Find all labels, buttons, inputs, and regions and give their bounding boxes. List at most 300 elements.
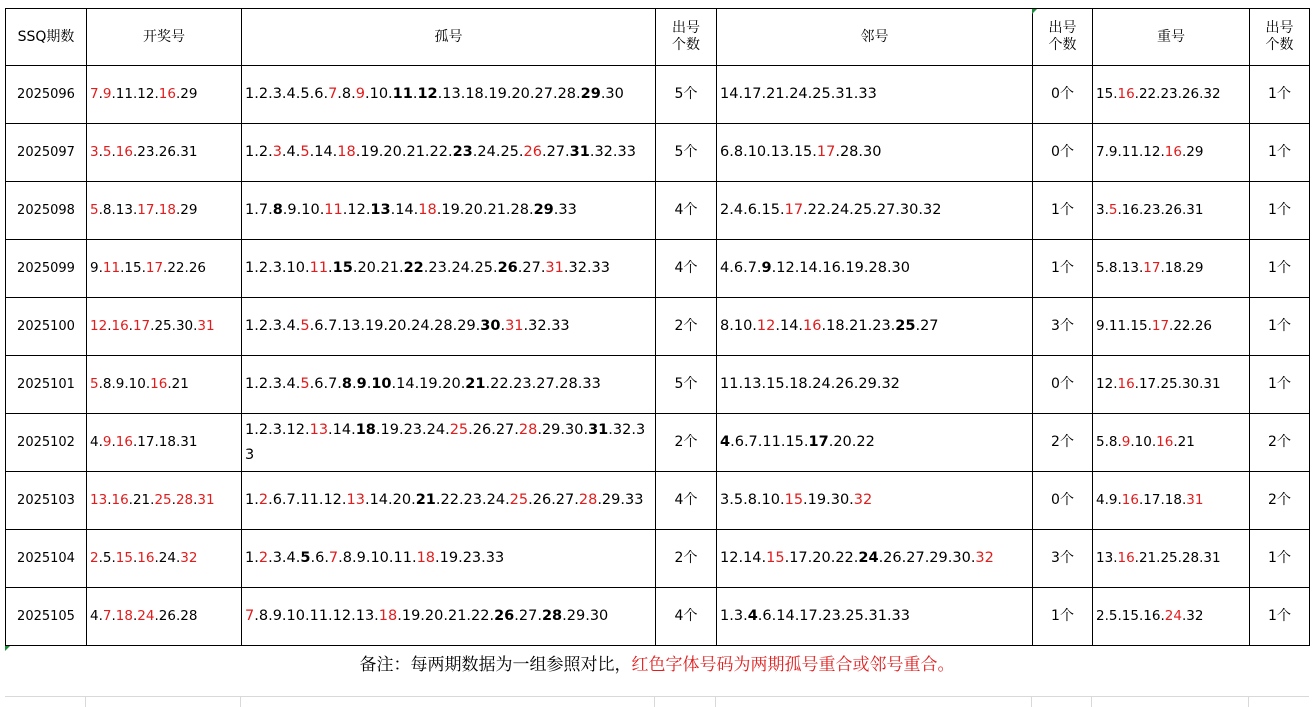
number: 1 (245, 318, 255, 334)
number: 32 (594, 144, 613, 160)
repeat-count-cell[interactable]: 1个 (1250, 240, 1310, 298)
neighbor-count-cell[interactable]: 3个 (1033, 530, 1093, 588)
neighbor-numbers-cell[interactable]: 14.17.21.24.25.31.33 (717, 66, 1033, 124)
lone-count-cell[interactable]: 2个 (656, 298, 717, 356)
number: 13 (442, 86, 461, 102)
number: 19 (441, 202, 460, 218)
period-cell[interactable]: 2025101 (6, 356, 87, 414)
note-black: 备注：每两期数据为一组参照对比， (359, 655, 632, 675)
number: 31 (868, 608, 887, 624)
repeat-count-cell[interactable]: 1个 (1250, 530, 1310, 588)
number: 5 (300, 318, 310, 334)
number: 3 (1096, 202, 1105, 218)
repeat-numbers-cell[interactable]: 5.8.13.17.18.29 (1093, 240, 1250, 298)
number: 29 (180, 86, 198, 102)
table-row (6, 588, 1310, 646)
number: 27 (555, 492, 575, 508)
number: 23 (452, 144, 473, 160)
number: 10 (1134, 434, 1152, 450)
number: 29 (566, 608, 586, 624)
number: 5 (300, 550, 311, 566)
number: 33 (858, 86, 877, 102)
lone-count-cell[interactable]: 4个 (656, 182, 717, 240)
lone-count-cell[interactable]: 4个 (656, 472, 717, 530)
number: 15 (793, 144, 813, 160)
number: 7 (328, 318, 338, 334)
number: 6 (272, 492, 282, 508)
number: 9 (102, 434, 112, 450)
number: 16 (822, 260, 841, 276)
neighbor-count-cell[interactable]: 1个 (1033, 182, 1093, 240)
number: 8 (733, 144, 744, 160)
repeat-count-cell[interactable]: 1个 (1250, 356, 1310, 414)
number: 21 (1138, 550, 1157, 566)
note-red: 红色字体号码为两期孤号重合或邻号重合。 (631, 655, 955, 675)
neighbor-count-cell[interactable]: 0个 (1033, 356, 1093, 414)
number: 24 (812, 376, 831, 392)
number: 22 (1173, 318, 1191, 334)
repeat-numbers-cell[interactable]: 13.16.21.25.28.31 (1093, 530, 1250, 588)
table-body (6, 66, 1310, 646)
number: 20 (833, 434, 852, 450)
number: 33 (591, 260, 610, 276)
number: 16 (1164, 144, 1182, 160)
repeat-count-cell[interactable]: 1个 (1250, 124, 1310, 182)
number: 10 (369, 86, 389, 102)
draw-numbers-cell[interactable]: 9.11.15.17.22.26 (87, 240, 242, 298)
number: 31 (197, 318, 215, 334)
number: 9 (115, 376, 125, 392)
number: 18 (158, 202, 176, 218)
number: 4 (286, 550, 296, 566)
number: 5 (102, 144, 112, 160)
table-row (6, 66, 1310, 124)
number: 18 (418, 202, 437, 218)
lone-numbers-cell[interactable]: 7.8.9.10.11.12.13.18.19.20.21.22.26.27.28.29.30 (242, 588, 656, 646)
header-lone-count[interactable] (656, 9, 717, 66)
draw-numbers-cell[interactable]: 4.7.18.24.26.28 (87, 588, 242, 646)
number: 8 (747, 492, 757, 508)
number: 18 (158, 434, 176, 450)
number: 9 (1096, 318, 1105, 334)
number: 1 (245, 260, 255, 276)
number: 30 (891, 260, 910, 276)
number: 14 (743, 550, 762, 566)
number: 30 (605, 86, 624, 102)
number: 32 (180, 550, 198, 566)
number: 27 (920, 318, 939, 334)
number: 17 (1138, 376, 1157, 392)
number: 24 (411, 318, 430, 334)
number: 10 (761, 492, 780, 508)
neighbor-numbers-cell[interactable]: 4.6.7.9.12.14.16.19.28.30 (717, 240, 1033, 298)
neighbor-count-cell[interactable]: 0个 (1033, 124, 1093, 182)
number: 21 (447, 608, 467, 624)
number: 23 (1143, 202, 1161, 218)
number: 15 (1096, 86, 1114, 102)
repeat-numbers-cell[interactable]: 5.8.9.10.16.21 (1093, 414, 1250, 472)
number: 30 (565, 421, 584, 438)
number: 5 (90, 202, 99, 218)
number: 27 (518, 608, 538, 624)
number: 30 (589, 608, 609, 624)
number: 22 (167, 260, 185, 276)
number: 3 (272, 144, 282, 160)
table-row (6, 182, 1310, 240)
neighbor-numbers-cell[interactable]: 4.6.7.11.15.17.20.22 (717, 414, 1033, 472)
lone-numbers-cell[interactable]: 1.2.3.12.13.14.18.19.23.24.25.26.27.28.29.30.31.32.33 (242, 414, 656, 472)
number: 16 (803, 318, 822, 334)
number: 15 (1130, 318, 1148, 334)
header-draw[interactable]: 开奖号 (87, 9, 242, 66)
lone-numbers-cell[interactable]: 1.2.3.4.5.6.7.8.9.10.14.19.20.21.22.23.27.28.33 (242, 356, 656, 414)
number: 17 (799, 608, 818, 624)
note-row[interactable] (5, 646, 1309, 697)
number: 22 (471, 608, 490, 624)
number: 32 (1186, 608, 1204, 624)
lone-count-cell[interactable]: 5个 (656, 124, 717, 182)
number: 33 (558, 202, 577, 218)
number: 19 (488, 86, 507, 102)
number: 24 (477, 144, 496, 160)
lone-numbers-cell[interactable]: 1.2.3.4.5.14.18.19.20.21.22.23.24.25.26.27.31.32.33 (242, 124, 656, 182)
number: 18 (826, 318, 845, 334)
number: 13 (355, 608, 375, 624)
number: 28 (175, 492, 194, 508)
number: 23 (872, 318, 891, 334)
neighbor-numbers-cell[interactable]: 8.10.12.14.16.18.21.23.25.27 (717, 298, 1033, 356)
period-cell[interactable]: 2025103 (6, 472, 87, 530)
neighbor-count-cell[interactable]: 1个 (1033, 588, 1093, 646)
header-neighbor-count-label: 出号个数 (1048, 20, 1077, 53)
repeat-count-cell[interactable]: 1个 (1250, 182, 1310, 240)
neighbor-count-cell[interactable]: 3个 (1033, 298, 1093, 356)
table-row (6, 530, 1310, 588)
number: 1 (245, 144, 255, 160)
number: 25 (509, 492, 529, 508)
number: 15 (1121, 608, 1139, 624)
number: 32 (853, 492, 873, 508)
number: 22 (835, 550, 854, 566)
repeat-numbers-cell[interactable]: 3.5.16.23.26.31 (1093, 182, 1250, 240)
number: 15 (784, 492, 804, 508)
number: 13 (309, 421, 329, 438)
number: 29 (533, 202, 554, 218)
number: 9 (90, 260, 99, 276)
number: 26 (494, 608, 515, 624)
number: 21 (406, 144, 425, 160)
number: 3 (90, 144, 99, 160)
lone-numbers-cell[interactable]: 1.2.3.4.5.6.7.13.19.20.24.28.29.30.31.32.33 (242, 298, 656, 356)
number: 14 (720, 86, 739, 102)
number: 25 (1160, 376, 1178, 392)
number: 26 (1181, 86, 1200, 102)
number: 17 (137, 434, 155, 450)
number: 5 (300, 144, 310, 160)
number: 16 (1121, 202, 1139, 218)
header-lone-count-label: 出号个数 (672, 20, 700, 53)
number: 30 (480, 318, 501, 334)
number: 25 (895, 318, 916, 334)
number: 25 (853, 202, 873, 218)
neighbor-count-cell[interactable]: 0个 (1033, 472, 1093, 530)
number: 4 (747, 608, 758, 624)
number: 31 (505, 318, 524, 334)
number: 16 (115, 434, 133, 450)
lone-count-cell[interactable]: 2个 (656, 530, 717, 588)
number: 28 (559, 376, 578, 392)
number: 22 (403, 260, 424, 276)
draw-numbers-cell[interactable]: 5.8.9.10.16.21 (87, 356, 242, 414)
number: 3 (272, 421, 282, 438)
number: 6 (314, 376, 324, 392)
grid-line (1091, 696, 1092, 707)
lottery-table (5, 8, 1310, 646)
header-row (6, 9, 1310, 66)
number: 29 (541, 421, 561, 438)
table-row (6, 240, 1310, 298)
number: 12 (756, 318, 776, 334)
number: 18 (1164, 260, 1182, 276)
repeat-count-cell[interactable]: 1个 (1250, 66, 1310, 124)
lone-numbers-cell[interactable]: 1.2.3.10.11.15.20.21.22.23.24.25.26.27.31.32.33 (242, 240, 656, 298)
repeat-count-cell[interactable]: 2个 (1250, 472, 1310, 530)
repeat-numbers-cell[interactable]: 7.9.11.12.16.29 (1093, 124, 1250, 182)
number: 3 (733, 608, 744, 624)
number: 22 (807, 202, 827, 218)
header-neighbor[interactable]: 邻号 (717, 9, 1033, 66)
lone-count-cell[interactable]: 5个 (656, 356, 717, 414)
number: 22 (440, 492, 459, 508)
number: 22 (429, 144, 448, 160)
period-cell[interactable]: 2025096 (6, 66, 87, 124)
period-cell[interactable]: 2025097 (6, 124, 87, 182)
header-period[interactable]: SSQ期数 (6, 9, 87, 66)
number: 4 (720, 260, 730, 276)
number: 5 (300, 376, 310, 392)
number: 29 (601, 492, 621, 508)
repeat-numbers-cell[interactable]: 9.11.15.17.22.26 (1093, 298, 1250, 356)
table-row (6, 472, 1310, 530)
neighbor-count-cell[interactable]: 1个 (1033, 240, 1093, 298)
number: 16 (1156, 434, 1174, 450)
repeat-numbers-cell[interactable]: 4.9.16.17.18.31 (1093, 472, 1250, 530)
number: 18 (1164, 492, 1182, 508)
number: 24 (830, 202, 850, 218)
number: 5 (1108, 608, 1118, 624)
number: 27 (522, 260, 541, 276)
number: 1 (245, 550, 255, 566)
neighbor-numbers-cell[interactable]: 11.13.15.18.24.26.29.32 (717, 356, 1033, 414)
number: 17 (816, 144, 836, 160)
neighbor-count-cell[interactable]: 2个 (1033, 414, 1093, 472)
number: 2 (258, 144, 269, 160)
neighbor-numbers-cell[interactable]: 2.4.6.15.17.22.24.25.27.30.32 (717, 182, 1033, 240)
number: 33 (582, 376, 601, 392)
number: 23 (1160, 86, 1178, 102)
draw-numbers-cell[interactable]: 13.16.21.25.28.31 (87, 472, 242, 530)
number: 29 (929, 550, 948, 566)
number: 8 (341, 376, 352, 392)
lone-count-cell[interactable]: 4个 (656, 240, 717, 298)
number: 15 (766, 550, 785, 566)
number: 13 (743, 376, 762, 392)
number: 32 (881, 376, 900, 392)
repeat-numbers-cell[interactable]: 2.5.15.16.24.32 (1093, 588, 1250, 646)
number: 19 (439, 550, 459, 566)
number: 20 (424, 608, 444, 624)
header-repeat[interactable]: 重号 (1093, 9, 1250, 66)
number: 5 (1096, 260, 1105, 276)
neighbor-numbers-cell[interactable]: 6.8.10.13.15.17.28.30 (717, 124, 1033, 182)
number: 17 (789, 550, 808, 566)
header-lone[interactable]: 孤号 (242, 9, 656, 66)
neighbor-numbers-cell[interactable]: 1.3.4.6.14.17.23.25.31.33 (717, 588, 1033, 646)
period-cell[interactable]: 2025100 (6, 298, 87, 356)
number: 24 (789, 86, 808, 102)
number: 8 (1108, 260, 1118, 276)
number: 20 (383, 144, 402, 160)
repeat-count-cell[interactable]: 2个 (1250, 414, 1310, 472)
number: 4 (286, 376, 296, 392)
number: 20 (464, 202, 483, 218)
number: 4 (286, 86, 296, 102)
header-neighbor-count[interactable] (1033, 9, 1093, 66)
number: 14 (799, 260, 818, 276)
number: 24 (451, 260, 470, 276)
grid-line (715, 696, 716, 707)
draw-numbers-cell[interactable]: 5.8.13.17.18.29 (87, 182, 242, 240)
table-row (6, 298, 1310, 356)
number: 24 (1164, 608, 1182, 624)
number: 12 (332, 608, 352, 624)
draw-numbers-cell[interactable]: 3.5.16.23.26.31 (87, 124, 242, 182)
number: 16 (1143, 608, 1161, 624)
repeat-numbers-cell[interactable]: 15.16.22.23.26.32 (1093, 66, 1250, 124)
number: 6 (733, 260, 744, 276)
repeat-numbers-cell[interactable]: 12.16.17.25.30.31 (1093, 356, 1250, 414)
period-cell[interactable]: 2025098 (6, 182, 87, 240)
number: 27 (536, 376, 555, 392)
number: 14 (779, 318, 799, 334)
draw-numbers-cell[interactable]: 4.9.16.17.18.31 (87, 414, 242, 472)
number: 11 (300, 492, 319, 508)
number: 11 (324, 202, 343, 218)
number: 20 (388, 318, 407, 334)
period-cell[interactable]: 2025105 (6, 588, 87, 646)
number: 8 (258, 608, 269, 624)
number: 18 (378, 608, 398, 624)
lone-numbers-cell[interactable]: 1.2.6.7.11.12.13.14.20.21.22.23.24.25.26.27.28.29.33 (242, 472, 656, 530)
number: 29 (858, 376, 877, 392)
number: 12 (323, 492, 342, 508)
number: 16 (1117, 376, 1135, 392)
number: 31 (1203, 550, 1221, 566)
number: 5 (300, 86, 310, 102)
number: 22 (856, 434, 875, 450)
period-cell[interactable]: 2025102 (6, 414, 87, 472)
number: 25 (845, 608, 864, 624)
header-repeat-count[interactable] (1250, 9, 1310, 66)
grid-line (85, 696, 86, 707)
number: 7 (90, 86, 99, 102)
lone-numbers-cell[interactable]: 1.2.3.4.5.6.7.8.9.10.11.12.13.18.19.20.27.28.29.30 (242, 66, 656, 124)
number: 31 (569, 144, 590, 160)
number: 17 (132, 318, 151, 334)
number: 17 (1143, 260, 1161, 276)
neighbor-numbers-cell[interactable]: 3.5.8.10.15.19.30.32 (717, 472, 1033, 530)
number: 7 (328, 376, 338, 392)
number: 16 (158, 86, 176, 102)
number: 8 (342, 550, 352, 566)
number: 20 (392, 492, 412, 508)
number: 8 (102, 376, 112, 392)
number: 29 (1186, 260, 1204, 276)
number: 21 (487, 202, 506, 218)
draw-numbers-cell[interactable]: 2.5.15.16.24.32 (87, 530, 242, 588)
number: 12 (720, 550, 739, 566)
number: 27 (534, 86, 553, 102)
number: 26 (158, 144, 176, 160)
lone-count-cell[interactable]: 5个 (656, 66, 717, 124)
number: 12 (417, 86, 438, 102)
number: 21 (465, 376, 486, 392)
number: 16 (111, 492, 129, 508)
number: 30 (899, 202, 919, 218)
draw-numbers-cell[interactable]: 7.9.11.12.16.29 (87, 66, 242, 124)
number: 26 (1164, 202, 1182, 218)
header-repeat-count-label: 出号个数 (1265, 20, 1294, 53)
period-cell[interactable]: 2025104 (6, 530, 87, 588)
number: 15 (785, 434, 804, 450)
number: 8 (102, 202, 112, 218)
lone-numbers-cell[interactable]: 1.7.8.9.10.11.12.13.14.18.19.20.21.28.29.33 (242, 182, 656, 240)
grid-line (654, 696, 655, 707)
number: 24 (158, 550, 176, 566)
number: 8 (720, 318, 730, 334)
number: 2 (720, 202, 730, 218)
lone-numbers-cell[interactable]: 1.2.3.4.5.6.7.8.9.10.11.18.19.23.33 (242, 530, 656, 588)
number: 10 (286, 608, 305, 624)
number: 28 (839, 144, 859, 160)
number: 9 (287, 202, 297, 218)
number: 11 (1108, 318, 1127, 334)
number: 15 (761, 202, 780, 218)
number: 5 (733, 492, 744, 508)
number: 29 (180, 202, 198, 218)
number: 33 (551, 318, 570, 334)
period-cell[interactable]: 2025099 (6, 240, 87, 298)
draw-numbers-cell[interactable]: 12.16.17.25.30.31 (87, 298, 242, 356)
number: 10 (371, 376, 392, 392)
number: 25 (812, 86, 831, 102)
neighbor-count-cell[interactable]: 0个 (1033, 66, 1093, 124)
number: 2 (258, 550, 269, 566)
neighbor-numbers-cell[interactable]: 12.14.15.17.20.22.24.26.27.29.30.32 (717, 530, 1033, 588)
lone-count-cell[interactable]: 4个 (656, 588, 717, 646)
number: 28 (434, 318, 453, 334)
number: 15 (332, 260, 353, 276)
lone-count-cell[interactable]: 2个 (656, 414, 717, 472)
number: 9 (356, 550, 366, 566)
repeat-count-cell[interactable]: 1个 (1250, 588, 1310, 646)
number: 12 (90, 318, 108, 334)
repeat-count-cell[interactable]: 1个 (1250, 298, 1310, 356)
number: 18 (355, 421, 376, 438)
number: 28 (510, 202, 529, 218)
number: 14 (776, 608, 795, 624)
number: 24 (858, 550, 879, 566)
